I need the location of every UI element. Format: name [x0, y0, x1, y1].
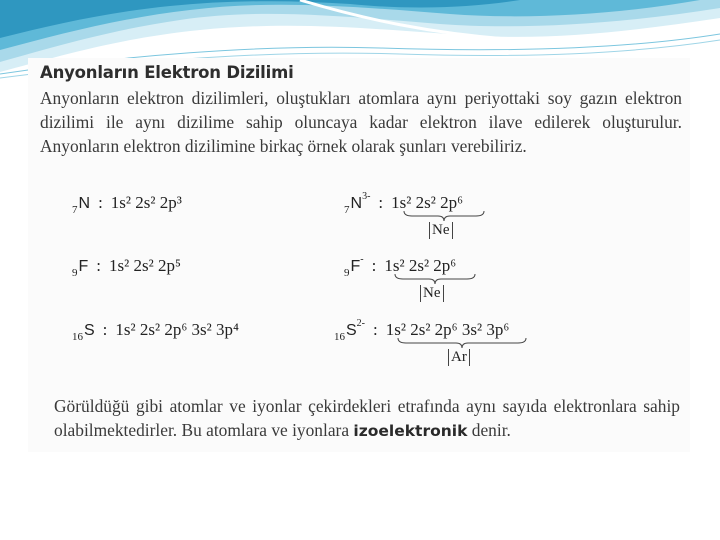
ion-config-f: $_9$F- : 1s² 2s² 2p⁶	[344, 254, 457, 279]
atom-config-f: $_9$F : 1s² 2s² 2p⁵	[72, 256, 181, 279]
conclusion-ending: denir.	[467, 420, 511, 440]
ion-charge: -	[360, 254, 364, 265]
element-symbol: F	[350, 258, 361, 275]
electron-config: 1s² 2s² 2p³	[110, 193, 182, 212]
intro-paragraph: Anyonların elektron dizilimleri, oluştukları atomlara aynı periyottaki soy gazın elektron dizilimi ile aynı dizilime sahip oluncaya kadar elektron ilave edilerek oluşturulur. Anyonların elektron dizilimine birkaç örnek olarak şunları verebiliriz.	[40, 88, 682, 156]
underbrace	[393, 273, 477, 285]
conclusion-paragraph	[54, 394, 680, 443]
atomic-number: 16	[334, 331, 345, 343]
atom-config-n: $_7$N : 1s² 2s² 2p³	[72, 193, 182, 216]
isoelectronic-term: izoelektronik	[353, 422, 468, 440]
electron-config: 1s² 2s² 2p⁵	[109, 256, 181, 275]
element-symbol: F	[78, 258, 89, 275]
noble-gas-core: Ne	[420, 285, 444, 302]
atomic-number: 7	[72, 204, 78, 216]
element-symbol: N	[350, 195, 363, 212]
noble-gas-core: Ne	[429, 222, 453, 239]
ion-config-s: $_{16}S^{2-}$ : 1s² 2s² 2p⁶ 3s² 3p⁶	[334, 318, 510, 343]
atomic-number: 16	[72, 331, 83, 343]
underbrace	[396, 337, 528, 349]
atomic-number: 9	[72, 267, 78, 279]
atomic-number: 9	[344, 267, 350, 279]
atomic-number: 7	[344, 204, 350, 216]
ion-config-n: $_7N^{3-}$ : 1s² 2s² 2p⁶	[344, 191, 463, 216]
noble-gas-core: Ar	[448, 349, 470, 366]
conclusion-text: Görüldüğü gibi atomlar ve iyonlar çekirdekleri etrafında aynı sayıda elektronlara sahip olabilmektedirler. Bu atomlara ve iyonlara	[54, 396, 680, 440]
ion-charge: 2-	[356, 318, 366, 329]
atom-config-s: $_{16}$S : 1s² 2s² 2p⁶ 3s² 3p⁴	[72, 320, 239, 343]
element-symbol: S	[84, 322, 95, 339]
page-title: Anyonların Elektron Dizilimi	[40, 63, 294, 82]
element-symbol: N	[78, 195, 91, 212]
electron-config: 1s² 2s² 2p⁶ 3s² 3p⁶	[385, 320, 510, 339]
electron-config: 1s² 2s² 2p⁶ 3s² 3p⁴	[115, 320, 239, 339]
element-symbol: S	[346, 322, 357, 339]
electron-config: 1s² 2s² 2p⁶	[391, 193, 463, 212]
ion-charge: 3-	[362, 191, 371, 202]
document-image	[28, 58, 690, 452]
electron-config: 1s² 2s² 2p⁶	[384, 256, 457, 275]
underbrace	[402, 210, 486, 222]
